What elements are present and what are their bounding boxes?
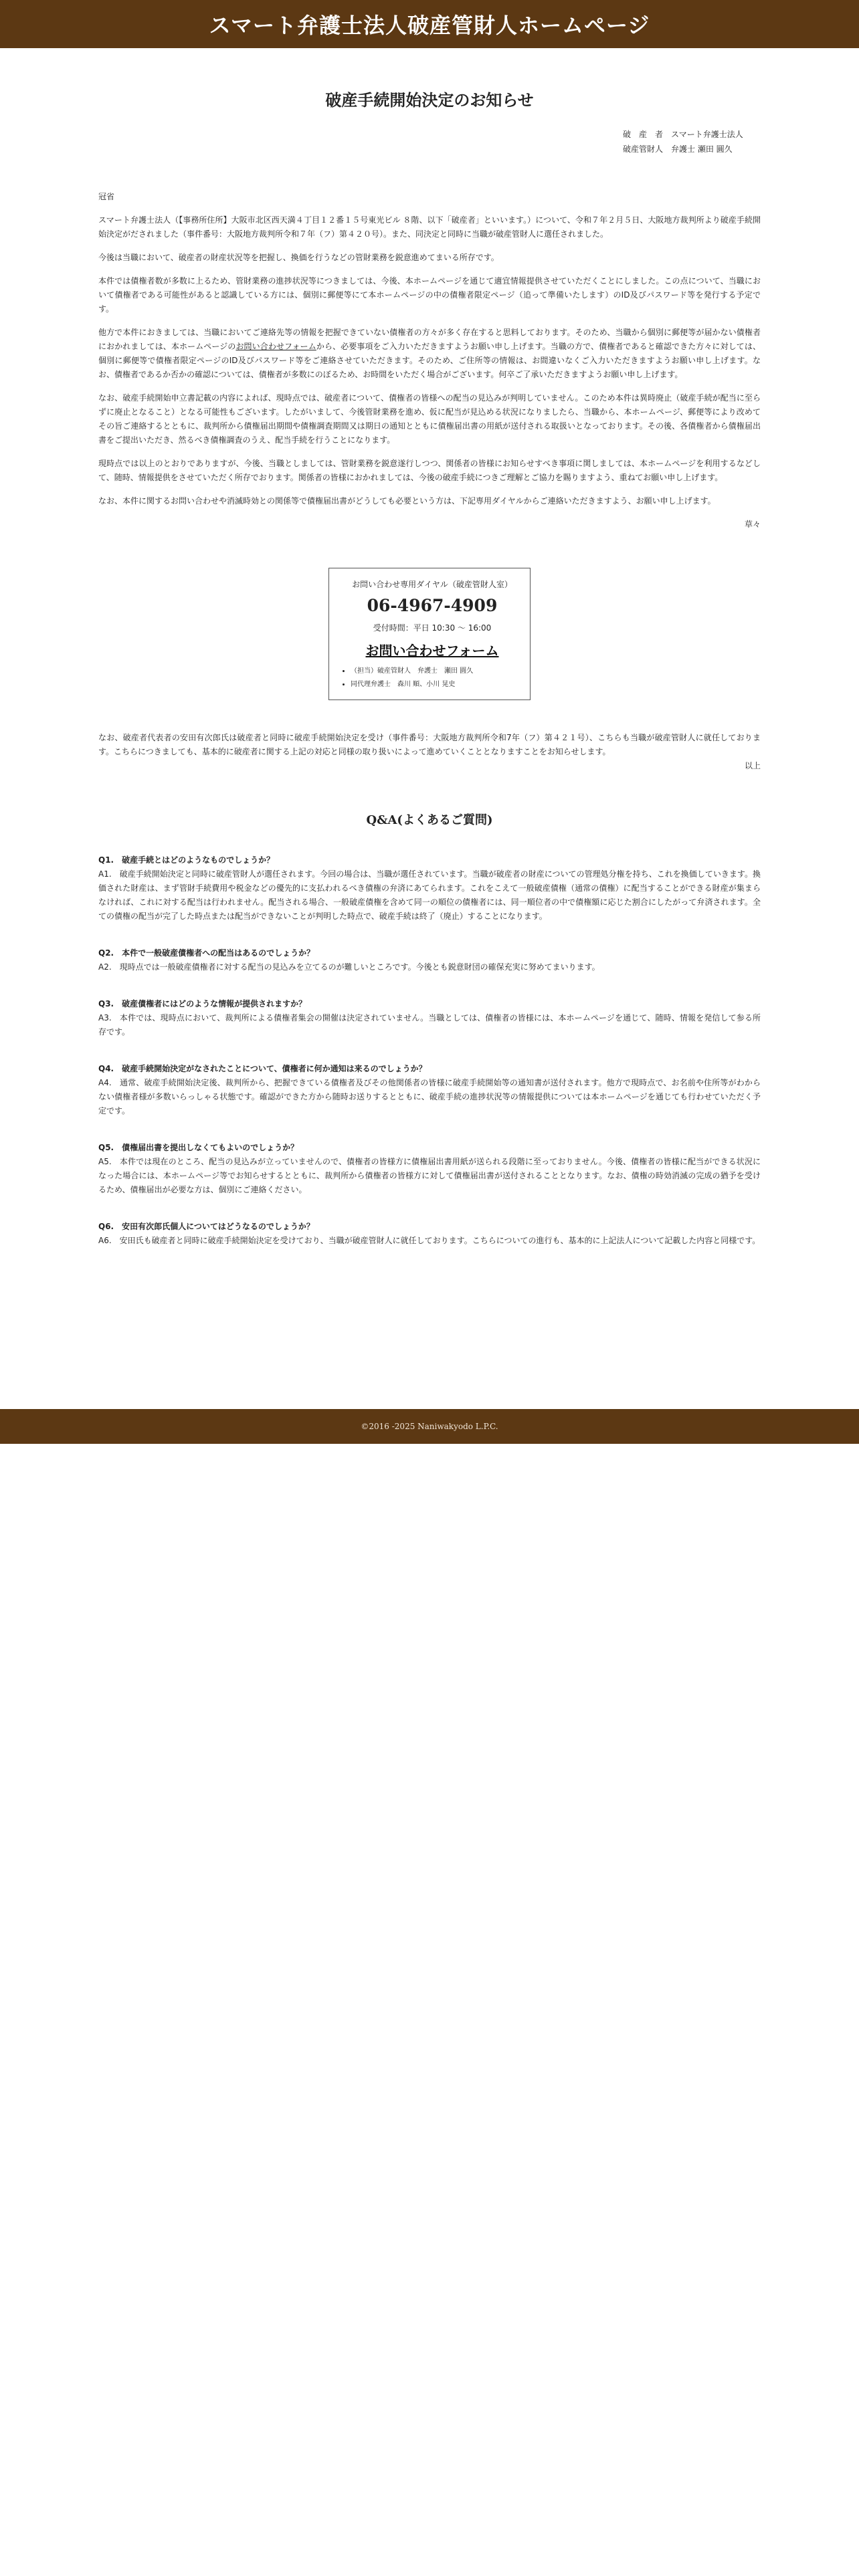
paragraph: 今後は当職において、破産者の財産状況等を把握し、換価を行うなどの管財業務を鋭意進めてまいる所存です。 [98,253,499,262]
paragraph: なお、破産手続開始申立書記載の内容によれば、現時点では、破産者について、債権者の皆様への配当の見込みが判明していません。このため本件は異時廃止（破産手続が配当に至らずに廃止となること）となる可能性もございます。したがいまして、今後管財業務を進め、仮に配当が見込める状況になりましたら、当職から、本ホームページ、郵便等により改めてその旨ご連絡するとともに、裁判所から債権届出期間や債権調査期間又は期日の通知とともに債権届出書の用紙が送付される取扱いとなっております。その後、各債権者から債権届出書をご提出いただき、然るべき債権調査のうえ、配当手続を行うことになります。 [98,393,761,445]
qa-title: Q&A(よくあるご質問) [366,813,493,827]
qa-question: Q6. 安田有次郎氏個人についてはどうなるのでしょうか？ [98,1222,314,1231]
qa-question: Q5. 債権届出書を提出しなくてもよいのでしょうか？ [98,1143,299,1152]
paragraph [98,326,761,382]
salutation: 冠省 [98,192,115,201]
site-header [0,0,859,48]
contact-hours: 受付時間：平日 10:30 ～ 16:00 [373,623,492,633]
end-remark: 以上 [744,761,761,770]
paragraph: 本件では債権者数が多数に上るため、管財業務の進捗状況等につきましては、今後、本ホームページを通じて適宜情報提供させていただくことにしました。この点について、当職において債権者である可能性があると認識している方には、個別に郵便等にて本ホームページの中の債権者限定ページ（追って準備いたします）のID及びパスワード等を発行する予定です。 [98,276,761,314]
qa-question: Q2. 本件で一般破産債権者への配当はあるのでしょうか？ [98,948,315,958]
paragraph-text: 他方で本件におきましては、当職においてご連絡先等の情報を把握できていない債権者の方々が多く存在すると思料しております。そのため、当職から個別に郵便等が届かない債権者におかれましては、本ホームページの [98,328,761,351]
qa-item [98,853,761,924]
qa-answer: A2. 現時点では一般破産債権者に対する配当の見込みを立てるのが難しいところです。今後とも鋭意財団の確保充実に努めてまいります。 [98,962,600,972]
qa-item [98,1141,761,1197]
qa-item [98,946,761,974]
contact-members [340,665,524,691]
paragraph: なお、破産者代表者の安田有次郎氏は破産者と同時に破産手続開始決定を受け（事件番号：大阪地方裁判所令和7年（フ）第４２１号）、こちらも当職が破産管財人に就任しております。こちらにつきましても、基本的に破産者に関する上記の対応と同様の取り扱いによって進めていくこととなりますことをお知らせします。 [98,733,761,756]
qa-item [98,1062,761,1118]
signer-bankrupt: 破 産 者 スマート弁護士法人 [623,130,743,139]
contact-phone[interactable]: 06-4967-4909 [367,596,498,615]
notice-body [98,190,761,532]
qa-answer: A4. 通常、破産手続開始決定後、裁判所から、把握できている債権者及びその他関係者の皆様に破産手続開始等の通知書が送付されます。他方で現時点で、お名前や住所等がわからない債権者様が多数いらっしゃる状態です。確認ができた方から随時お送りするとともに、破産手続の進捗状況等の情報提供については本ホームページを通じても行わせていただく予定です。 [98,1078,761,1115]
paragraph: 現時点では以上のとおりでありますが、今後、当職としましては、管財業務を鋭意遂行しつつ、関係者の皆様にお知らせすべき事項に関しましては、本ホームページを利用するなどして、随時、情報提供をさせていただく所存でおります。関係者の皆様におかれましては、今後の破産手続につきご理解とご協力を賜りますよう、重ねてお願い申し上げます。 [98,459,761,482]
qa-answer: A5. 本件では現在のところ、配当の見込みが立っていませんので、債権者の皆様方に債権届出書用紙が送られる段階に至っておりません。今後、債権者の皆様に配当ができる状況になった場合には、本ホームページ等でお知らせするとともに、裁判所から債権者の皆様方に対して債権届出書が送付されることとなります。なお、債権の時効消滅の完成の猶予を受けるため、債権届出が必要な方は、個別にご連絡ください。 [98,1157,761,1194]
notice-title: 破産手続開始決定のお知らせ [325,91,534,110]
site-title: スマート弁護士法人破産管財人ホームページ [209,13,650,38]
inline-contact-form-link[interactable]: お問い合わせフォーム [235,342,316,351]
qa-answer: A3. 本件では、現時点において、裁判所による債権者集会の開催は決定されていません。当職としては、債権者の皆様には、本ホームページを通じて、随時、情報を発信して参る所存です。 [98,1013,761,1037]
qa-item [98,1220,761,1248]
main-content [98,48,761,1248]
paragraph-text: から、必要事項をご入力いただきますようお願い申し上げます。当職の方で、債権者であると確認できた方々に対しては、個別に郵便等で債権者限定ページのID及びパスワード等をご連絡させていただきます。そのため、ご住所等の情報は、お間違いなくご入力いただきますようお願い申し上げます。なお、債権者であるか否かの確認については、債権者が多数にのぼるため、お時間をいただく場合がございます。何卒ご了承いただきますようお願い申し上げます。 [98,342,761,379]
signer-block [623,127,761,156]
qa-list [98,853,761,1248]
contact-box [328,568,531,700]
after-notice [98,731,761,773]
paragraph: スマート弁護士法人（【事務所住所】大阪市北区西天満４丁目１２番１５号東光ビル ８階、以下「破産者」といいます。）について、令和７年２月５日、大阪地方裁判所より破産手続開始決定がだされました（事件番号：大阪地方裁判所令和７年（フ）第４２０号）。また、同決定と同時に当職が破産管財人に選任されました。 [98,215,761,239]
site-footer [0,1409,859,1444]
copyright: ©2016 -2025 Naniwakyodo L.P.C. [361,1422,498,1431]
paragraph: なお、本件に関するお問い合わせや消滅時効との関係等で債権届出書がどうしても必要という方は、下記専用ダイヤルからご連絡いただきますよう、お願い申し上げます。 [98,496,716,506]
contact-member: • 同代理弁護士 森川 順、小川 晃史 [351,678,524,691]
qa-answer: A6. 安田氏も破産者と同時に破産手続開始決定を受けており、当職が破産管財人に就任しております。こちらについての進行も、基本的に上記法人について記載した内容と同様です。 [98,1236,761,1245]
qa-answer: A1. 破産手続開始決定と同時に破産管財人が選任されます。今回の場合は、当職が選任されています。当職が破産者の財産についての管理処分権を持ち、これを換価していきます。換価された財産は、まず管財手続費用や税金などの優先的に支払われるべき債権の弁済にあてられます。これをこえて一般破産債権（通常の債権）に配当することができる財産が集まらなければ、これに対する配当は行われません。配当される場合、一般破産債権を含めて同一の順位の債権者には、同一順位者の中で債権額に応じた割合にしたがって弁済されます。全ての債権の配当が完了した時点または配当ができないことが判明した時点で、破産手続は終了（廃止）することになります。 [98,869,761,921]
qa-question: Q3. 破産債権者にはどのような情報が提供されますか？ [98,999,307,1008]
qa-question: Q4. 破産手続開始決定がなされたことについて、債権者に何か通知は来るのでしょうか？ [98,1064,427,1073]
contact-member: • （担当）破産管財人 弁護士 瀬田 圓久 [351,665,524,678]
signer-trustee: 破産管財人 弁護士 瀬田 圓久 [623,144,733,154]
qa-item [98,997,761,1039]
closing-remark: 草々 [744,520,761,529]
contact-label: お問い合わせ専用ダイヤル（破産管財人室） [352,580,512,589]
contact-form-link[interactable]: お問い合わせフォーム [365,643,499,659]
qa-question: Q1. 破産手続とはどのようなものでしょうか？ [98,855,275,865]
